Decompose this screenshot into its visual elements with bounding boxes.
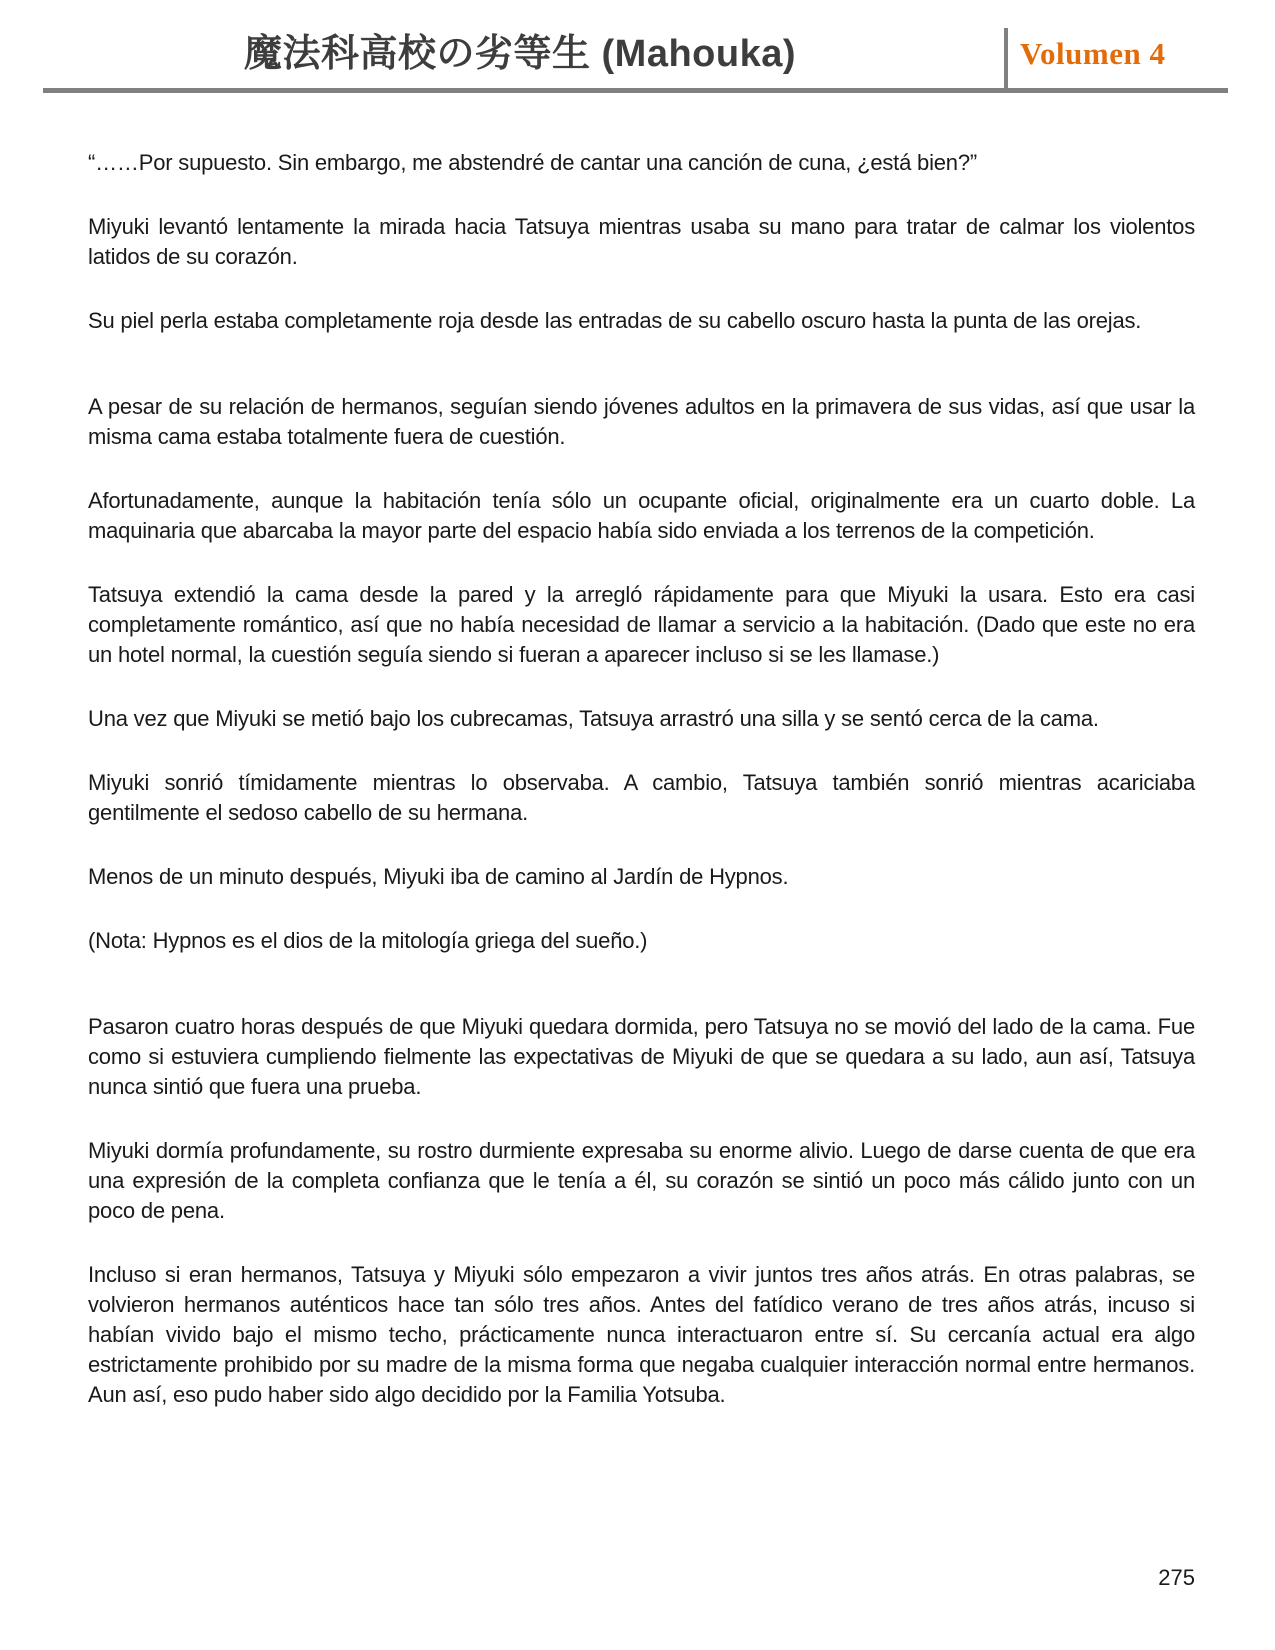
blank-line [88, 370, 1195, 392]
volume-label: Volumen 4 [1020, 36, 1166, 71]
page-content [88, 148, 1195, 1444]
page-title: 魔法科高校の劣等生 (Mahouka) [243, 33, 797, 75]
paragraph: Pasaron cuatro horas después de que Miyuki quedara dormida, pero Tatsuya no se movió del lado de la cama. Fue como si estuviera cumpliendo fielmente las expectativas de Miyuki de que se quedara a su lado, aun así, Tatsuya nunca sintió que fuera una prueba. [88, 1014, 1195, 1099]
header-vertical-divider [1004, 28, 1008, 91]
page-number: 275 [1158, 1565, 1195, 1590]
header-rule [43, 88, 1228, 93]
paragraph: Miyuki dormía profundamente, su rostro durmiente expresaba su enorme alivio. Luego de darse cuenta de que era una expresión de la completa confianza que le tenía a él, su corazón se sintió un poco más cálido junto con un poco de pena. [88, 1138, 1195, 1223]
paragraph: Una vez que Miyuki se metió bajo los cubrecamas, Tatsuya arrastró una silla y se sentó cerca de la cama. [88, 706, 1099, 731]
paragraph: Afortunadamente, aunque la habitación tenía sólo un ocupante oficial, originalmente era un cuarto doble. La maquinaria que abarcaba la mayor parte del espacio había sido enviada a los terrenos de la competición. [88, 488, 1195, 543]
paragraph: A pesar de su relación de hermanos, seguían siendo jóvenes adultos en la primavera de sus vidas, así que usar la misma cama estaba totalmente fuera de cuestión. [88, 394, 1195, 449]
paragraph: Miyuki levantó lentamente la mirada hacia Tatsuya mientras usaba su mano para tratar de calmar los violentos latidos de su corazón. [88, 214, 1195, 269]
paragraph: Incluso si eran hermanos, Tatsuya y Miyuki sólo empezaron a vivir juntos tres años atrás. En otras palabras, se volvieron hermanos auténticos hace tan sólo tres años. Antes del fatídico verano de tres años atrás, incuso si habían vivido bajo el mismo techo, prácticamente nunca interactuaron entre sí. Su cercanía actual era algo estrictamente prohibido por su madre de la misma forma que negaba cualquier interacción normal entre hermanos. Aun así, eso pudo haber sido algo decidido por la Familia Yotsuba. [88, 1262, 1195, 1407]
paragraph: Menos de un minuto después, Miyuki iba de camino al Jardín de Hypnos. [88, 864, 789, 889]
paragraph: “……Por supuesto. Sin embargo, me abstendré de cantar una canción de cuna, ¿está bien?” [88, 150, 977, 175]
paragraph: Tatsuya extendió la cama desde la pared y la arregló rápidamente para que Miyuki la usara. Esto era casi completamente romántico, así que no había necesidad de llamar a servicio a la habitación. (Dado que este no era un hotel normal, la cuestión seguía siendo si fueran a aparecer incluso si se les llamase.) [88, 582, 1195, 667]
blank-line [88, 990, 1195, 1012]
paragraph: (Nota: Hypnos es el dios de la mitología griega del sueño.) [88, 928, 648, 953]
paragraph: Miyuki sonrió tímidamente mientras lo observaba. A cambio, Tatsuya también sonrió mientras acariciaba gentilmente el sedoso cabello de su hermana. [88, 770, 1195, 825]
paragraph: Su piel perla estaba completamente roja desde las entradas de su cabello oscuro hasta la punta de las orejas. [88, 308, 1142, 333]
